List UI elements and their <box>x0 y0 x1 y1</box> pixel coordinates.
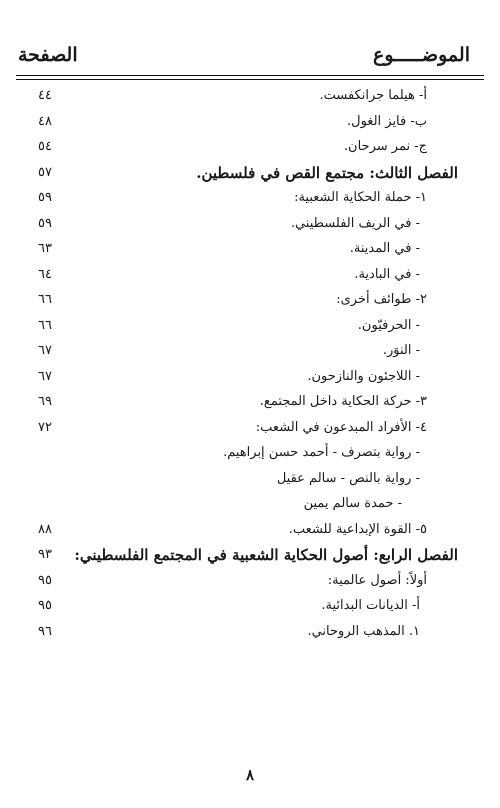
toc-entry-row <box>0 110 500 134</box>
toc-entry-title: أ- هيلما جرانكفست. <box>319 88 427 103</box>
toc-entry-page-number: ٦٤ <box>38 266 52 282</box>
header-rule-top <box>16 75 484 76</box>
toc-entry-page-number: ٨٨ <box>38 521 52 537</box>
toc-entry-row <box>0 365 500 389</box>
toc-entry-page-number: ٦٩ <box>38 394 52 409</box>
toc-chapter-row <box>0 543 500 567</box>
toc-entry-row <box>0 339 500 363</box>
toc-entry-page-number: ٥٧ <box>38 164 52 180</box>
toc-entry-row <box>0 186 500 210</box>
toc-entry-title: الفصل الثالث: مجتمع القص في فلسطين. <box>196 163 458 182</box>
toc-entry-page-number: ٥٩ <box>38 190 52 205</box>
toc-entry-page-number: ٩٥ <box>38 572 52 588</box>
toc-entry-title: ج- نمر سرحان. <box>343 139 427 154</box>
toc-entry-page-number: ٦٦ <box>38 317 52 333</box>
toc-entry-title: - حمدة سالم يمين <box>303 496 402 511</box>
toc-entry-page-number: ٤٨ <box>38 113 52 129</box>
toc-entry-row <box>0 84 500 108</box>
toc-entry-page-number: ٩٣ <box>38 547 52 562</box>
toc-entry-title: ٣- حركة الحكاية داخل المجتمع. <box>259 394 427 409</box>
toc-entry-row <box>0 314 500 338</box>
toc-entry-row <box>0 237 500 261</box>
toc-entry-page-number: ٦٧ <box>38 368 52 384</box>
toc-entry-title: أ- الديانات البدائية. <box>321 598 420 613</box>
toc-entry-row <box>0 263 500 287</box>
toc-entry-title: - الحرفيّون. <box>357 317 420 333</box>
toc-entry-title: الفصل الرابع: أصول الحكاية الشعبية في المجتمع الفلسطيني: <box>74 546 458 564</box>
toc-entry-row <box>0 467 500 491</box>
toc-entry-row <box>0 569 500 593</box>
toc-entry-row <box>0 594 500 618</box>
toc-entry-row <box>0 620 500 644</box>
toc-entry-page-number: ٦٧ <box>38 343 52 358</box>
toc-entry-row <box>0 390 500 414</box>
toc-entry-page-number: ٦٦ <box>38 292 52 307</box>
toc-entry-row <box>0 441 500 465</box>
toc-entry-row <box>0 288 500 312</box>
toc-entry-title: ٤- الأفراد المبدعون في الشعب: <box>255 419 427 435</box>
toc-entry-row <box>0 135 500 159</box>
toc-entry-title: ب- فايز الغول. <box>347 113 427 129</box>
toc-entry-row <box>0 416 500 440</box>
toc-entry-page-number: ٤٤ <box>38 88 52 103</box>
topic-column-heading: الموضـــــوع <box>373 44 470 66</box>
toc-entry-title: أولاً: أصول عالمية: <box>327 572 427 588</box>
toc-entry-page-number: ٧٢ <box>38 419 52 435</box>
toc-entry-title: - النوَر. <box>382 343 420 358</box>
toc-entry-title: - رواية بالنص - سالم عقيل <box>276 470 420 486</box>
toc-entry-page-number: ٩٥ <box>38 598 52 613</box>
toc-entry-title: - في البادية. <box>354 266 420 282</box>
header-rule-bottom <box>16 79 484 80</box>
toc-entry-page-number: ٦٣ <box>38 241 52 256</box>
toc-entry-title: ٢- طوائف أخرى: <box>336 292 427 307</box>
toc-entry-row <box>0 212 500 236</box>
toc-entry-title: ١. المذهب الروحاني. <box>307 623 420 639</box>
toc-entry-title: - اللاجئون والنازحون. <box>307 368 420 384</box>
toc-entry-row <box>0 492 500 516</box>
page-column-heading: الصفحة <box>18 44 78 66</box>
toc-entry-page-number: ٩٦ <box>38 623 52 639</box>
toc-entry-title: - في الريف الفلسطيني. <box>290 215 420 231</box>
toc-entry-page-number: ٥٩ <box>38 215 52 231</box>
toc-chapter-row <box>0 161 500 185</box>
toc-entry-title: - في المدينة. <box>349 241 420 256</box>
toc-entry-title: - رواية بتصرف - أحمد حسن إبراهيم. <box>223 445 420 460</box>
toc-entry-row <box>0 518 500 542</box>
footer-page-number: ٨ <box>245 766 255 784</box>
toc-header <box>18 44 482 74</box>
toc-entry-title: ٥- القوة الإبداعية للشعب. <box>288 521 427 537</box>
toc-entry-title: ١- حملة الحكاية الشعبية: <box>294 190 427 205</box>
toc-entry-page-number: ٥٤ <box>38 139 52 154</box>
